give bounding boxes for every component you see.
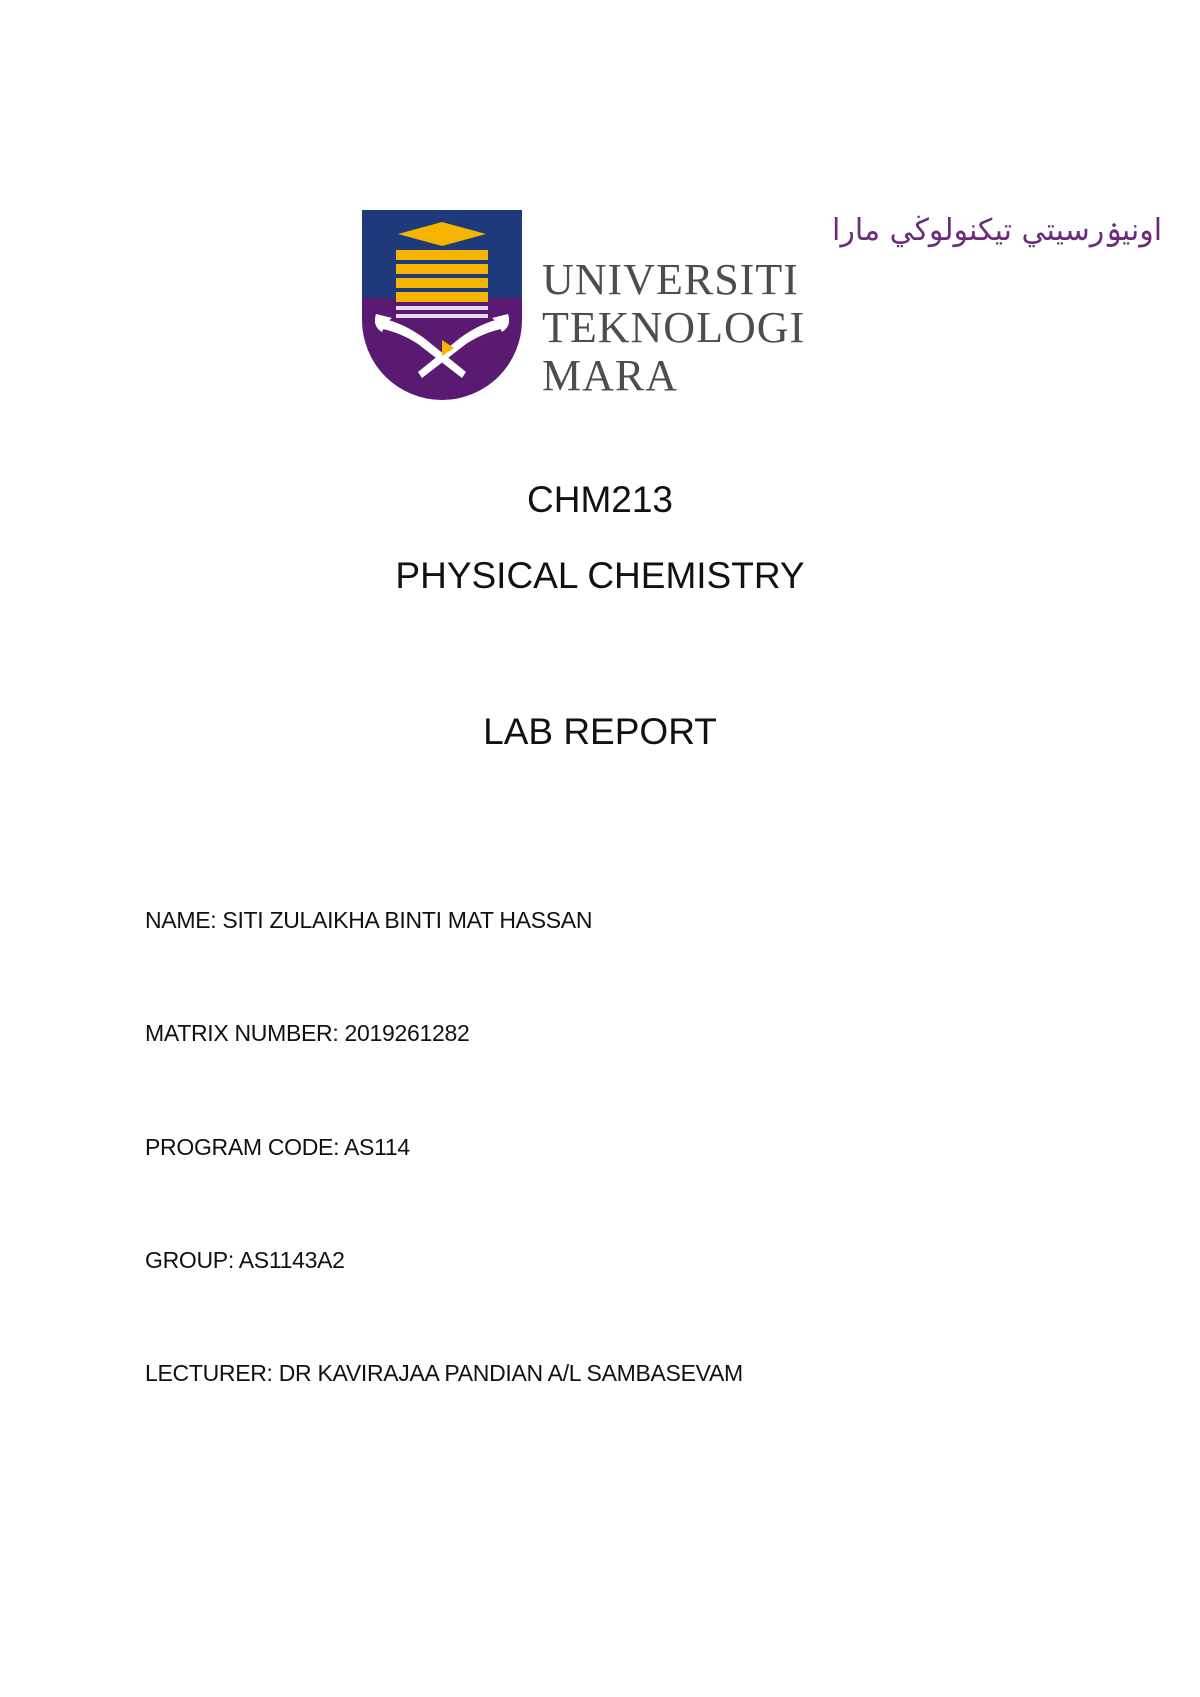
logo-line-universiti: UNIVERSITI xyxy=(542,255,799,304)
student-name: NAME: SITI ZULAIKHA BINTI MAT HASSAN xyxy=(145,907,593,933)
course-name: PHYSICAL CHEMISTRY xyxy=(395,555,805,596)
logo-jawi-text: اونيۏرسيتي تيكنولوڬي مارا xyxy=(832,213,1163,248)
uitm-logo xyxy=(362,210,1163,410)
group-code: GROUP: AS1143A2 xyxy=(145,1247,345,1273)
lecturer-name: LECTURER: DR KAVIRAJAA PANDIAN A/L SAMBASEVAM xyxy=(145,1360,743,1386)
logo-line-teknologi: TEKNOLOGI xyxy=(542,303,806,352)
matrix-number: MATRIX NUMBER: 2019261282 xyxy=(145,1020,470,1046)
uitm-logo-graphic xyxy=(362,210,1163,410)
logo-line-mara: MARA xyxy=(542,351,679,400)
crest-icon xyxy=(362,210,522,400)
report-type-title: LAB REPORT xyxy=(483,711,717,752)
course-code: CHM213 xyxy=(527,479,673,520)
program-code: PROGRAM CODE: AS114 xyxy=(145,1134,410,1160)
